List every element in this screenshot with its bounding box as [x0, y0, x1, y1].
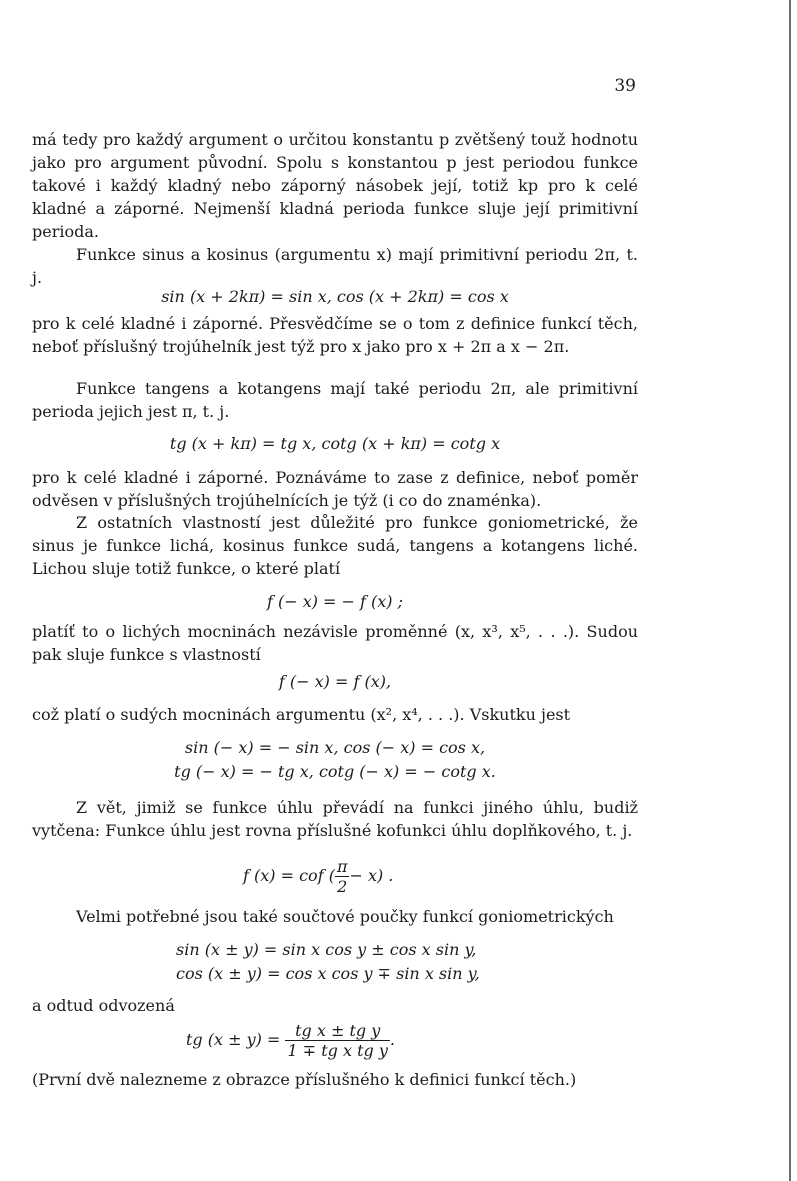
fraction-numerator: π: [336, 857, 348, 876]
fraction-pi-half: [335, 857, 350, 896]
paragraph-cofunction-theorem: Z vět, jimiž se funkce úhlu převádí na funkci jiného úhlu, budiž vytčena: Funkce úhlu jest rovna příslušné kofunkci úhlu doplňkového, t. j.: [32, 798, 638, 840]
paragraph-derived: a odtud odvozená: [32, 996, 175, 1015]
equation-sin-cos-period: sin (x + 2kπ) = sin x, cos (x + 2kπ) = cos x: [161, 287, 509, 306]
paragraph-odd-powers: platíť to o lichých mocninách nezávisle proměnné (x, x³, x⁵, . . .). Sudou pak sluje funkce s vlastností: [32, 622, 638, 664]
paragraph-tan-cot-period: Funkce tangens a kotangens mají také periodu 2π, ale primitivní perioda jejich jest π, t. j.: [32, 379, 638, 421]
paragraph-periodicity: má tedy pro každý argument o určitou konstantu p zvětšený touž hodnotu jako pro argument původní. Spolu s konstantou p jest periodou funkce takové i každý kladný nebo záporný násobek její, totiž kp pro k celé kladné a záporné. Nejmenší kladná perioda funkce sluje její primitivní perioda.: [32, 130, 638, 241]
equation-sin-sum: sin (x ± y) = sin x cos y ± cos x sin y,: [176, 940, 477, 959]
paragraph-even-powers: což platí o sudých mocninách argumentu (x², x⁴, . . .). Vskutku jest: [32, 705, 571, 724]
binding-edge-line: [789, 0, 791, 1181]
equation-cofunction-rhs: − x) .: [349, 866, 394, 885]
fraction-tg-sum: [285, 1021, 389, 1060]
paragraph-definition-check: pro k celé kladné i záporné. Přesvědčíme se o tom z definice funkcí těch, neboť příslušný trojúhelník jest týž pro x jako pro x + 2π a x − 2π.: [32, 314, 638, 356]
equation-cofunction-lhs: f (x) = cof (: [243, 866, 335, 885]
equation-tan-cot-period: tg (x + kπ) = tg x, cotg (x + kπ) = cotg x: [169, 434, 501, 453]
paragraph-sum-formulas: Velmi potřebné jsou také součtové poučky funkcí goniometrických: [76, 907, 614, 926]
fraction-tg-numerator: tg x ± tg y: [285, 1021, 389, 1041]
paragraph-sin-cos-period: Funkce sinus a kosinus (argumentu x) mají primitivní periodu 2π, t. j.: [32, 245, 638, 287]
fraction-denominator: 2: [337, 877, 348, 896]
equation-sin-cos-parity: sin (− x) = − sin x, cos (− x) = cos x,: [184, 738, 486, 757]
page-number: 39: [614, 76, 636, 96]
equation-cofunction: [243, 856, 393, 896]
paragraph-ratio-signs: pro k celé kladné i záporné. Poznáváme to zase z definice, neboť poměr odvěsen v příslušných trojúhelnících je týž (i co do znaménka).: [32, 468, 638, 510]
equation-odd-function: f (− x) = − f (x) ;: [266, 592, 404, 611]
equation-tg-cotg-parity: tg (− x) = − tg x, cotg (− x) = − cotg x.: [174, 762, 496, 781]
fraction-tg-denominator: 1 ∓ tg x tg y: [287, 1041, 388, 1060]
equation-even-function: f (− x) = f (x),: [278, 672, 392, 691]
equation-tg-sum-end: .: [389, 1030, 395, 1049]
paragraph-odd-even: Z ostatních vlastností jest důležité pro funkce goniometrické, že sinus je funkce lichá, kosinus funkce sudá, tangens a kotangens liché. Lichou sluje totiž funkce, o které platí: [32, 513, 638, 578]
equation-tg-sum: [186, 1018, 395, 1062]
paragraph-first-two: (První dvě nalezneme z obrazce příslušného k definici funkcí těch.): [32, 1070, 577, 1089]
equation-tg-sum-lhs: tg (x ± y) =: [186, 1030, 281, 1049]
equation-cos-sum: cos (x ± y) = cos x cos y ∓ sin x sin y,: [176, 964, 480, 983]
